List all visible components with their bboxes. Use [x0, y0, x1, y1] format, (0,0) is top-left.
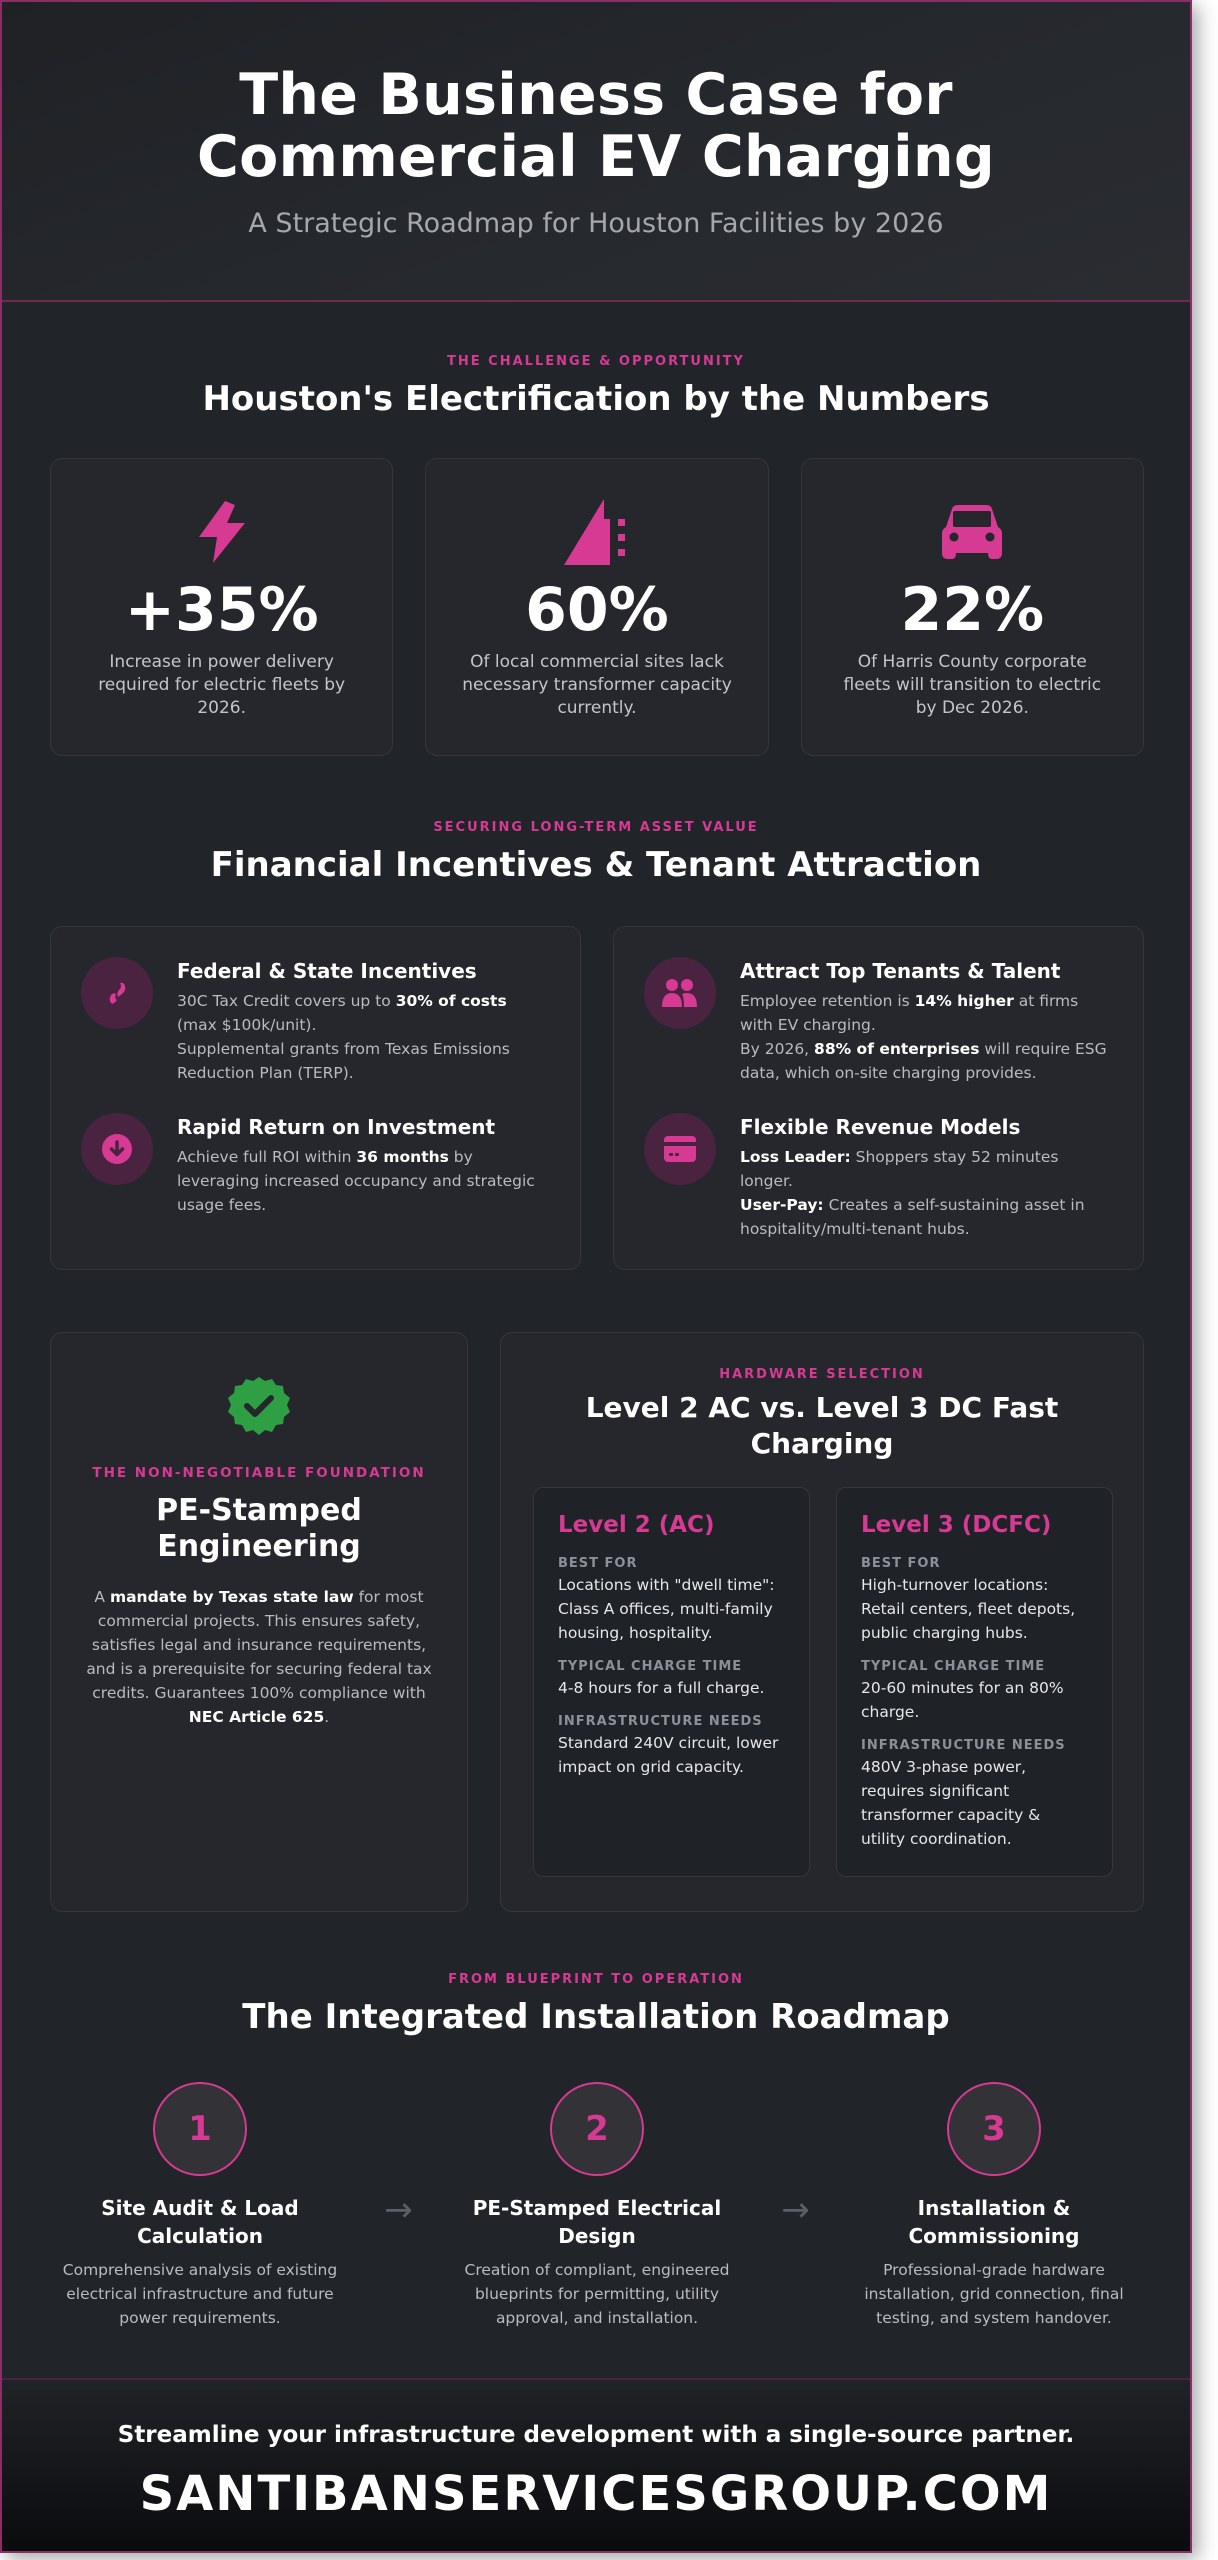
hand-coin-icon	[81, 957, 153, 1029]
infra-label: INFRASTRUCTURE NEEDS	[861, 1738, 1066, 1753]
incentives-card-right	[613, 926, 1144, 1270]
infra-label: INFRASTRUCTURE NEEDS	[558, 1714, 763, 1729]
section-title: Financial Incentives & Tenant Attraction	[210, 845, 982, 885]
page-subtitle: A Strategic Roadmap for Houston Facilities by 2026	[248, 208, 944, 239]
incentive-title: Federal & State Incentives	[177, 959, 477, 983]
hardware-card	[500, 1332, 1144, 1912]
stat-card	[425, 458, 768, 756]
incentive-item	[81, 1113, 550, 1217]
stat-value: +35%	[124, 575, 319, 645]
incentive-text: Achieve full ROI within 36 months by leveraging increased occupancy and strategic usage fees.	[177, 1148, 535, 1214]
roadmap-step	[50, 2082, 350, 2330]
stats-grid	[50, 458, 1144, 756]
step-description: Comprehensive analysis of existing electrical infrastructure and future power requirements.	[62, 2261, 338, 2327]
incentive-item	[644, 957, 1113, 1085]
stat-card	[50, 458, 393, 756]
arrow-right-icon: →	[781, 2190, 810, 2230]
section-eyebrow: THE CHALLENGE & OPPORTUNITY	[447, 354, 745, 369]
stat-description: Of Harris County corporate fleets will transition to electric by Dec 2026.	[843, 652, 1102, 718]
infra-value: Standard 240V circuit, lower impact on grid capacity.	[558, 1734, 779, 1776]
footer-tagline: Streamline your infrastructure development with a single-source partner.	[117, 2422, 1075, 2448]
website-link[interactable]: SANTIBANSERVICESGROUP.COM	[139, 2466, 1053, 2522]
verified-badge-icon	[51, 1373, 467, 1439]
charge-time-value: 20-60 minutes for an 80% charge.	[861, 1679, 1064, 1721]
step-description: Professional-grade hardware installation, grid connection, final testing, and system handover.	[864, 2261, 1124, 2327]
hero-header	[2, 2, 1190, 302]
incentive-text: Employee retention is 14% higher at firms with EV charging. By 2026, 88% of enterprises will require ESG data, which on-site charging provides.	[740, 992, 1107, 1082]
incentives-card-left	[50, 926, 581, 1270]
incentive-text: Loss Leader: Shoppers stay 52 minutes longer. User-Pay: Creates a self-sustaining asset in hospitality/multi-tenant hubs.	[740, 1148, 1085, 1238]
best-for-label: BEST FOR	[558, 1556, 638, 1571]
level2-column	[533, 1487, 810, 1877]
step-number: 2	[550, 2082, 644, 2176]
title-line-1: The Business Case for	[239, 62, 953, 128]
incentive-title: Rapid Return on Investment	[177, 1115, 496, 1139]
best-for-label: BEST FOR	[861, 1556, 941, 1571]
level3-column	[836, 1487, 1113, 1877]
infra-value: 480V 3-phase power, requires significant transformer capacity & utility coordination.	[861, 1758, 1041, 1848]
incentive-item	[644, 1113, 1113, 1241]
foundation-card	[50, 1332, 468, 1912]
foundation-hardware-section	[50, 1332, 1144, 1912]
stat-value: 22%	[900, 575, 1045, 645]
stat-card	[801, 458, 1144, 756]
hardware-eyebrow: HARDWARE SELECTION	[719, 1367, 925, 1382]
foundation-text: A mandate by Texas state law for most commercial projects. This ensures safety, satisfies legal and insurance requirements, and is a prerequisite for securing federal tax credits. Guarantees 100% compliance with NEC Article 625.	[86, 1588, 432, 1726]
foundation-eyebrow: THE NON-NEGOTIABLE FOUNDATION	[92, 1465, 426, 1481]
challenge-section	[2, 354, 1190, 718]
step-number: 1	[153, 2082, 247, 2176]
section-title: The Integrated Installation Roadmap	[242, 1997, 950, 2037]
roadmap-step	[447, 2082, 747, 2330]
charge-time-value: 4-8 hours for a full charge.	[558, 1679, 765, 1697]
step-title: Installation & Commissioning	[908, 2196, 1080, 2248]
foundation-title: PE-Stamped Engineering	[156, 1493, 362, 1564]
incentive-text: 30C Tax Credit covers up to 30% of costs (max $100k/unit). Supplemental grants from Texas Emissions Reduction Plan (TERP).	[177, 992, 510, 1082]
title-line-2: Commercial EV Charging	[197, 124, 995, 190]
incentive-item	[81, 957, 550, 1085]
roadmap-step	[844, 2082, 1144, 2330]
people-icon	[644, 957, 716, 1029]
column-title: Level 2 (AC)	[558, 1512, 715, 1538]
step-title: PE-Stamped Electrical Design	[472, 2196, 722, 2248]
incentive-title: Attract Top Tenants & Talent	[740, 959, 1061, 983]
best-for-value: Locations with "dwell time": Class A offices, multi-family housing, hospitality.	[558, 1576, 775, 1642]
section-title: Houston's Electrification by the Numbers	[202, 379, 990, 419]
page-title	[2, 64, 1190, 188]
stat-description: Of local commercial sites lack necessary transformer capacity currently.	[462, 652, 732, 718]
step-title: Site Audit & Load Calculation	[101, 2196, 299, 2248]
arrow-right-icon: →	[384, 2190, 413, 2230]
stat-description: Increase in power delivery required for electric fleets by 2026.	[98, 652, 346, 718]
incentives-section	[2, 820, 1190, 1238]
signal-capacity-icon	[426, 501, 767, 563]
best-for-value: High-turnover locations: Retail centers, fleet depots, public charging hubs.	[861, 1576, 1076, 1642]
incentive-title: Flexible Revenue Models	[740, 1115, 1021, 1139]
hardware-comparison	[533, 1487, 1113, 1877]
section-eyebrow: SECURING LONG-TERM ASSET VALUE	[433, 820, 759, 835]
arrow-down-circle-icon	[81, 1113, 153, 1185]
car-icon	[802, 501, 1143, 563]
roadmap-steps	[50, 2082, 1144, 2330]
lightning-bolt-icon	[51, 501, 392, 563]
credit-card-icon	[644, 1113, 716, 1185]
step-description: Creation of compliant, engineered blueprints for permitting, utility approval, and installation.	[464, 2261, 730, 2327]
section-eyebrow: FROM BLUEPRINT TO OPERATION	[448, 1972, 744, 1987]
step-number: 3	[947, 2082, 1041, 2176]
hardware-title: Level 2 AC vs. Level 3 DC Fast Charging	[585, 1391, 1059, 1460]
stat-value: 60%	[525, 575, 669, 645]
charge-time-label: TYPICAL CHARGE TIME	[861, 1659, 1046, 1674]
column-title: Level 3 (DCFC)	[861, 1512, 1052, 1538]
incentives-grid	[50, 926, 1144, 1270]
roadmap-section	[2, 1972, 1190, 2327]
charge-time-label: TYPICAL CHARGE TIME	[558, 1659, 743, 1674]
footer	[2, 2378, 1190, 2553]
